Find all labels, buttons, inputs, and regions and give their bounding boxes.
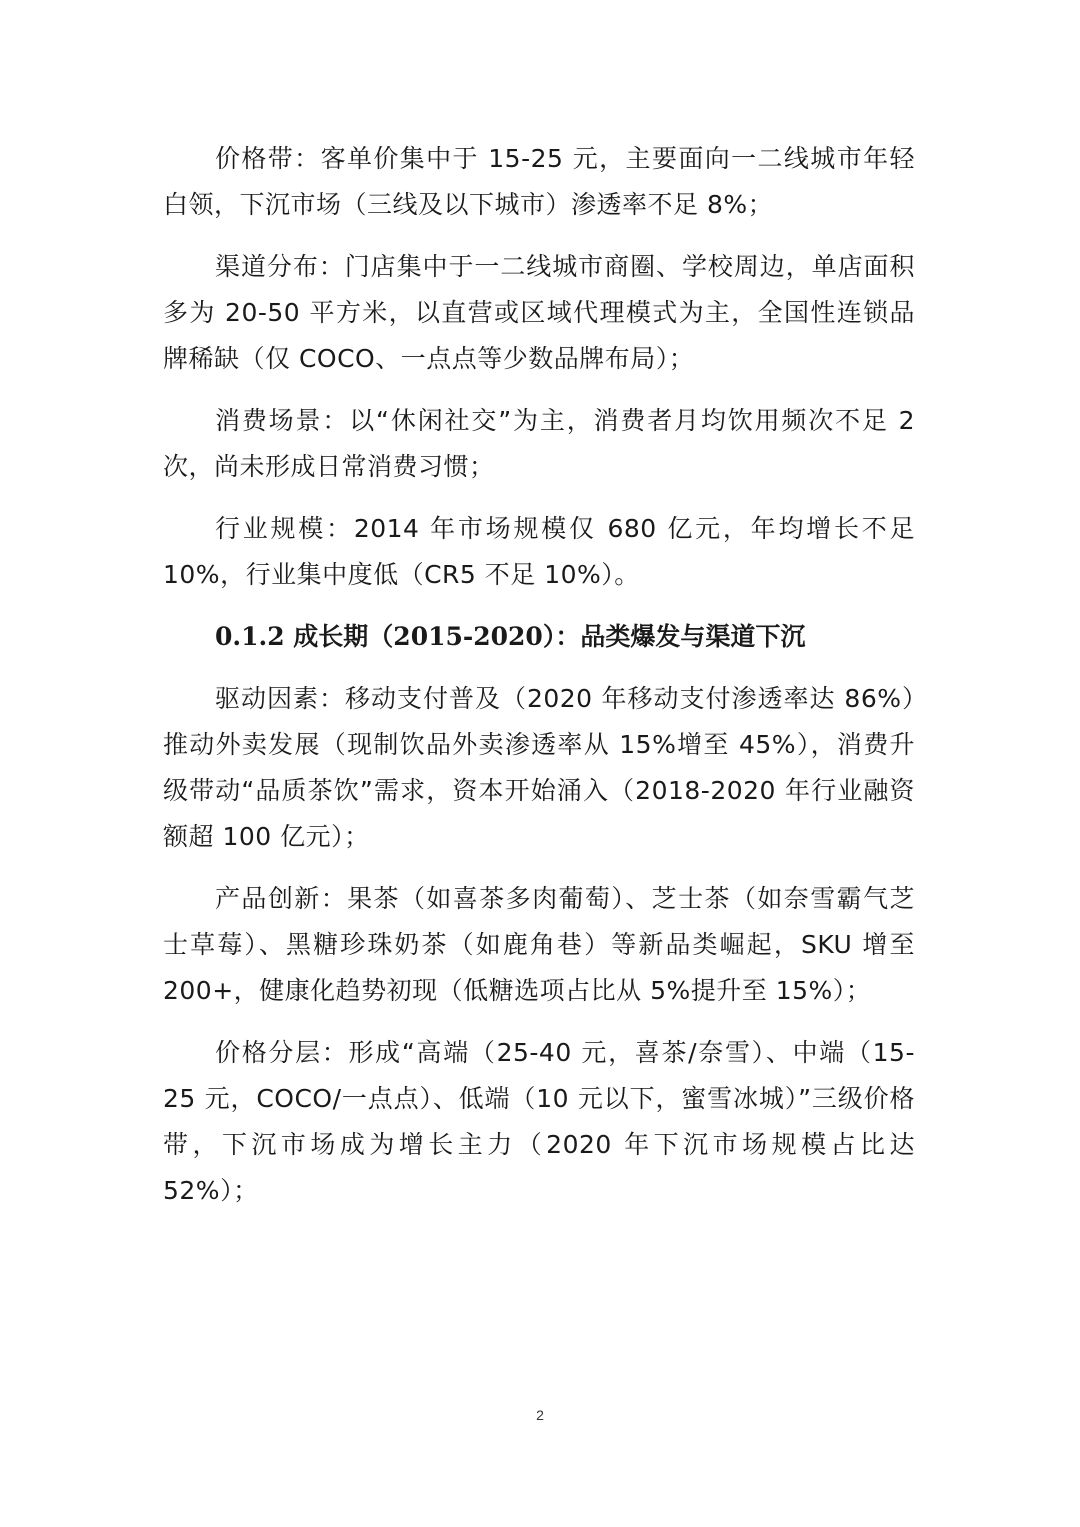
paragraph-channel: 渠道分布：门店集中于一二线城市商圈、学校周边，单店面积多为 20-50 平方米，以直营或区域代理模式为主，全国性连锁品牌稀缺（仅 COCO、一点点等少数品牌布局）； — [163, 252, 915, 373]
paragraph-price-band: 价格带：客单价集中于 15-25 元，主要面向一二线城市年轻白领，下沉市场（三线及以下城市）渗透率不足 8%； — [163, 144, 915, 219]
section-heading: 0.1.2 成长期（2015-2020）：品类爆发与渠道下沉 — [215, 622, 806, 651]
paragraph-scenario: 消费场景：以“休闲社交”为主，消费者月均饮用频次不足 2 次，尚未形成日常消费习惯； — [163, 406, 915, 481]
paragraph-product: 产品创新：果茶（如喜茶多肉葡萄）、芝士茶（如奈雪霸气芝士草莓）、黑糖珍珠奶茶（如鹿角巷）等新品类崛起，SKU 增至 200+，健康化趋势初现（低糖选项占比从 5%提升至 15%）； — [163, 884, 915, 1005]
paragraph-scale: 行业规模：2014 年市场规模仅 680 亿元，年均增长不足 10%，行业集中度低（CR5 不足 10%）。 — [163, 514, 915, 589]
paragraph-drivers: 驱动因素：移动支付普及（2020 年移动支付渗透率达 86%）推动外卖发展（现制饮品外卖渗透率从 15%增至 45%），消费升级带动“品质茶饮”需求，资本开始涌入（2018-2020 年行业融资额超 100 亿元）； — [163, 684, 915, 851]
paragraph-price-tier: 价格分层：形成“高端（25-40 元，喜茶/奈雪）、中端（15-25 元，COCO/一点点）、低端（10 元以下，蜜雪冰城）”三级价格带，下沉市场成为增长主力（2020 年下沉市场规模占比达 52%）； — [163, 1038, 915, 1205]
page-number: 2 — [536, 1407, 544, 1423]
document-body — [163, 136, 915, 1230]
